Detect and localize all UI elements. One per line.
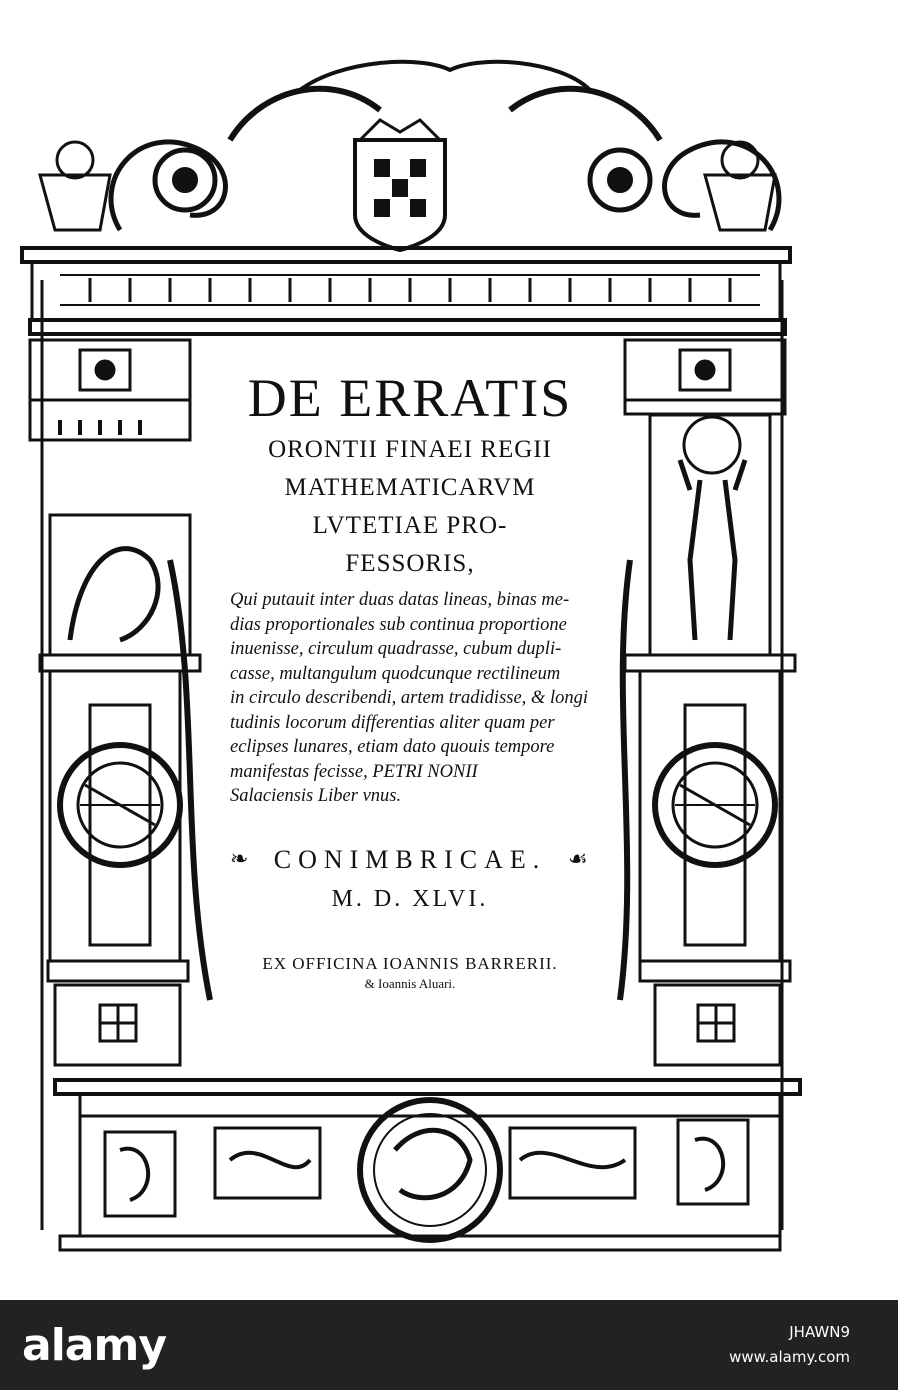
subtitle-line: FESSORIS, [345, 550, 475, 577]
description-line: Qui putauit inter duas datas lineas, binas me- [230, 590, 570, 610]
description-line: in circulo describendi, artem tradidisse, & longi [230, 688, 588, 708]
description-line: dias proportionales sub continua proportione [230, 614, 567, 635]
image-id: JHAWN9 [789, 1323, 850, 1341]
printer-line: EX OFFICINA IOANNIS BARRERII. [262, 954, 558, 973]
description-line: eclipses lunares, etiam dato quouis tempore [230, 737, 555, 757]
subtitle-line: ORONTII FINAEI REGII [268, 436, 552, 463]
description-paragraph [230, 588, 620, 809]
publication-year: M. D. XLVI. [331, 886, 489, 912]
subtitle-line: LVTETIAE PRO- [312, 512, 508, 539]
description-line: tudinis locorum differentias aliter quam per [230, 712, 555, 733]
site-url: www.alamy.com [729, 1348, 850, 1366]
fleuron-left-icon: ❧ [230, 847, 249, 872]
description-line: casse, multangulum quodcunque rectilineum [230, 663, 561, 684]
description-line: manifestas fecisse, PETRI NONII [230, 761, 478, 782]
description-line: inuenisse, circulum quadrasse, cubum dupli- [230, 639, 562, 659]
place-of-publication: CONIMBRICAE. [273, 845, 547, 874]
alamy-logo: alamy [22, 1320, 166, 1371]
title-text-panel [200, 340, 620, 1070]
subtitle-line: MATHEMATICARVM [284, 474, 536, 501]
printer-line-2: & Ioannis Aluari. [364, 976, 456, 991]
fleuron-right-icon: ☙ [568, 847, 588, 872]
book-title: DE ERRATIS [247, 368, 573, 428]
description-line: Salaciensis Liber vnus. [230, 786, 402, 806]
